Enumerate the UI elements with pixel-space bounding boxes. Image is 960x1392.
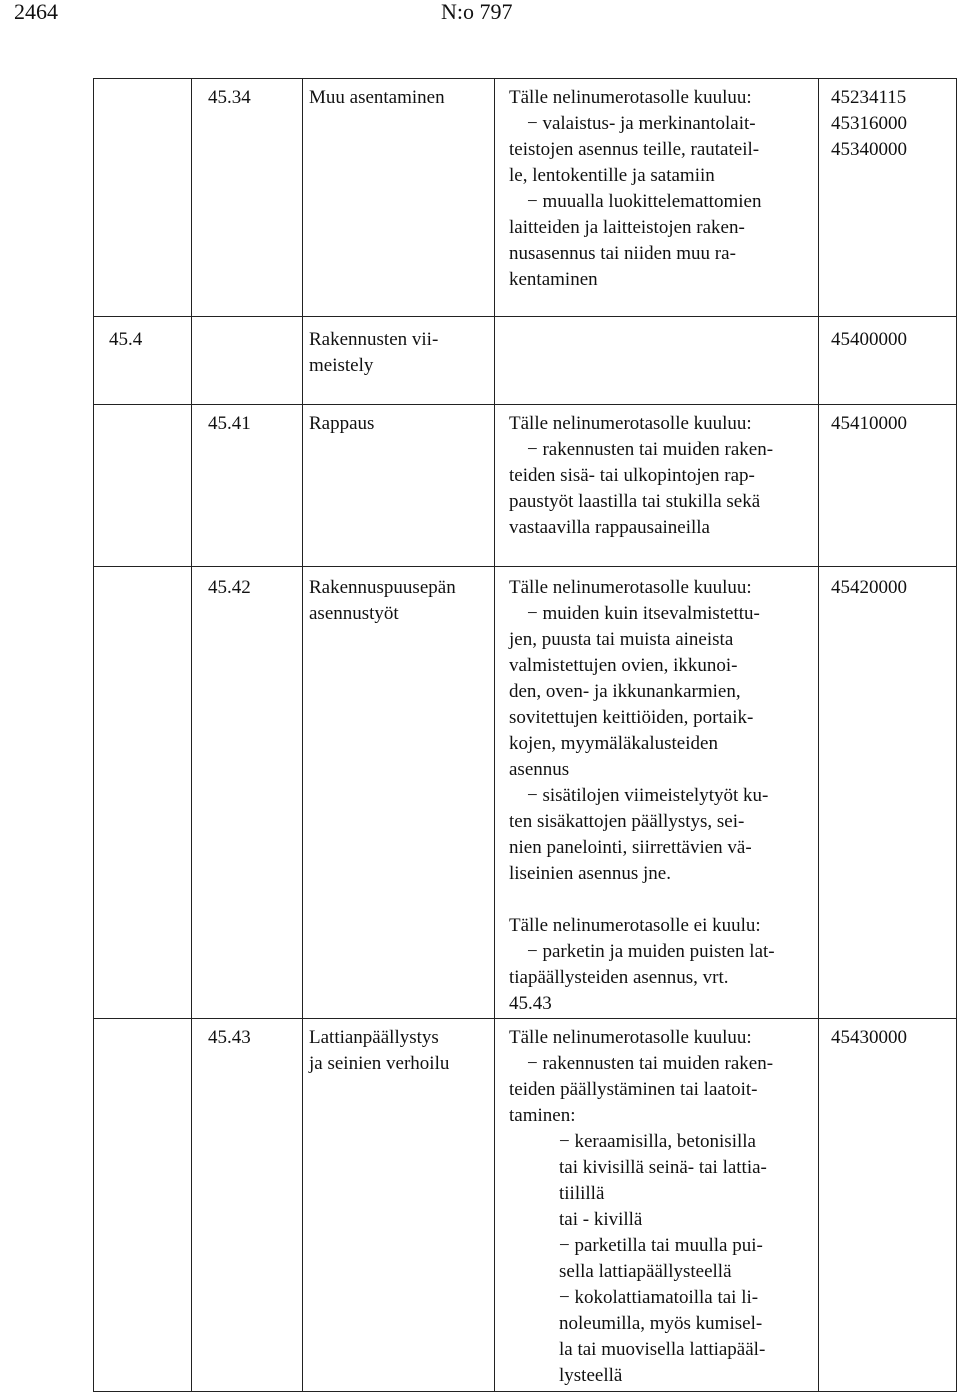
row-description: Tälle nelinumerotasolle kuuluu: − rakennusten tai muiden raken- teiden päällystäminen tai laatoit- taminen:	[509, 1027, 774, 1126]
row-divider	[93, 404, 957, 405]
row-description: Tälle nelinumerotasolle kuuluu: − valaistus- ja merkinantolait- teistojen asennus teille, rautateil- le, lentokentille ja satamiin − muualla luokittelemattomien laitteiden ja laitteistojen raken- nusasennus tai niiden muu ra- kentaminen	[509, 87, 762, 290]
row-divider	[93, 1018, 957, 1019]
row-code: 45.42	[208, 577, 251, 598]
row-code: 45.41	[208, 413, 251, 434]
column-divider	[494, 78, 495, 1392]
row-title: Muu asentaminen	[309, 87, 445, 108]
row-divider	[93, 566, 957, 567]
page-number: 2464	[14, 0, 58, 24]
column-divider	[302, 78, 303, 1392]
row-code: 45.34	[208, 87, 251, 108]
cpv-codes: 45234115 45316000 45340000	[831, 87, 907, 160]
row-code: 45.4	[109, 329, 143, 350]
row-code: 45.43	[208, 1027, 251, 1048]
row-title: Lattianpäällystys ja seinien verhoilu	[309, 1027, 450, 1074]
row-description: Tälle nelinumerotasolle kuuluu: − muiden kuin itsevalmistettu- jen, puusta tai muista aineista valmistettujen ovien, ikkunoi- den, oven- ja ikkunankarmien, sovitettujen keittiöiden, portaik- kojen, myymäläkalusteiden asennus − sisätilojen viimeistelytyöt ku- ten sisäkattojen päällystys, sei- nien panelointi, siirrettävien vä- liseinien asennus jne.	[509, 577, 769, 884]
column-divider	[191, 78, 192, 1392]
row-divider	[93, 316, 957, 317]
cpv-codes: 45410000	[831, 413, 907, 434]
row-description: Tälle nelinumerotasolle kuuluu: − rakennusten tai muiden raken- teiden sisä- tai ulkopintojen rap- paustyöt laastilla tai stukilla sekä vastaavilla rappausaineilla	[509, 413, 774, 538]
cpv-codes: 45400000	[831, 329, 907, 350]
row-exclusion: Tälle nelinumerotasolle ei kuulu: − parketin ja muiden puisten lat- tiapäällysteiden asennus, vrt. 45.43	[509, 915, 775, 1014]
cpv-codes: 45430000	[831, 1027, 907, 1048]
row-title: Rappaus	[309, 413, 375, 434]
row-title: Rakennusten vii- meistely	[309, 329, 439, 376]
row-sublist: − keraamisilla, betonisilla tai kivisillä seinä- tai lattia- tiilillä tai - kivillä − parketilla tai muulla pui- sella lattiapäällysteellä − kokolattiamatoilla tai li- noleumilla, myös kumisel- la tai muovisella lattiapääl- lysteellä	[559, 1131, 767, 1386]
row-title: Rakennuspuusepän asennustyöt	[309, 577, 456, 624]
column-divider	[818, 78, 819, 1392]
issue-number: N:o 797	[441, 0, 513, 24]
cpv-codes: 45420000	[831, 577, 907, 598]
